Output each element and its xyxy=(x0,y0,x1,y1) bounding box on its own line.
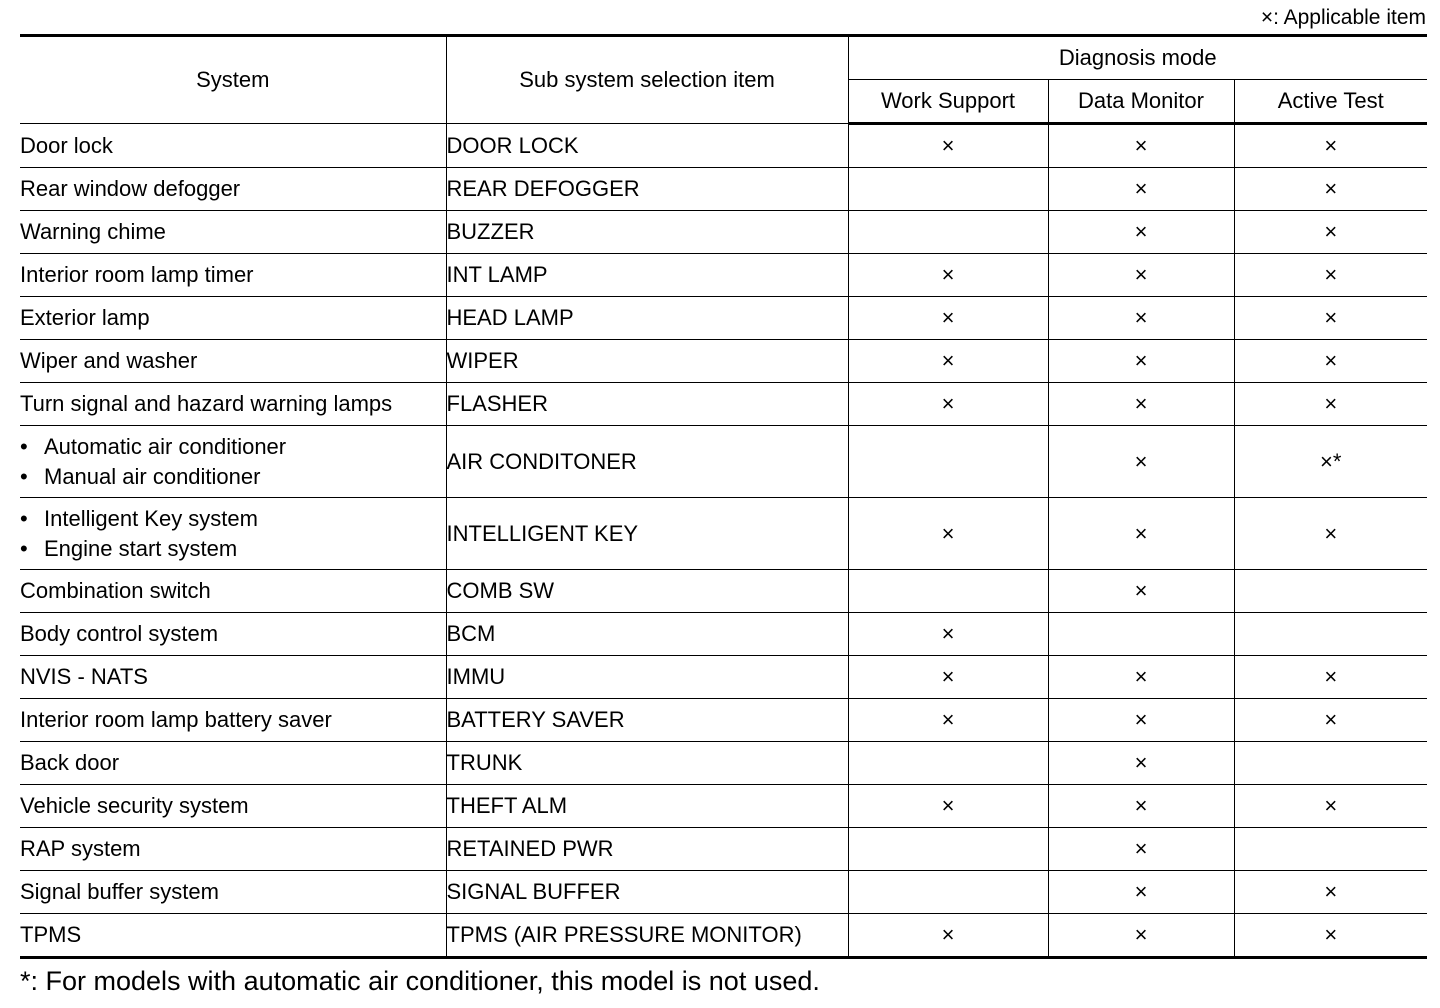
sub-system-cell: SIGNAL BUFFER xyxy=(446,871,848,914)
sub-system-cell: INTELLIGENT KEY xyxy=(446,498,848,570)
sub-system-cell: IMMU xyxy=(446,656,848,699)
data-monitor-mark: × xyxy=(1048,498,1234,570)
work-support-mark: × xyxy=(848,383,1048,426)
table-row xyxy=(20,254,1427,297)
system-cell: Warning chime xyxy=(20,211,446,254)
system-cell: Exterior lamp xyxy=(20,297,446,340)
sub-system-cell: BCM xyxy=(446,613,848,656)
system-cell: TPMS xyxy=(20,914,446,958)
active-test-mark: × xyxy=(1234,785,1427,828)
table-row xyxy=(20,656,1427,699)
system-cell xyxy=(20,426,446,498)
data-monitor-mark: × xyxy=(1048,168,1234,211)
work-support-mark xyxy=(848,570,1048,613)
work-support-mark: × xyxy=(848,699,1048,742)
work-support-mark: × xyxy=(848,254,1048,297)
system-bullet-item: • Intelligent Key system xyxy=(20,504,446,534)
active-test-mark: × xyxy=(1234,871,1427,914)
table-row xyxy=(20,168,1427,211)
header-active-test: Active Test xyxy=(1234,80,1427,124)
system-cell: Body control system xyxy=(20,613,446,656)
table-row xyxy=(20,742,1427,785)
data-monitor-mark: × xyxy=(1048,742,1234,785)
header-data-monitor: Data Monitor xyxy=(1048,80,1234,124)
header-system: System xyxy=(20,36,446,124)
data-monitor-mark: × xyxy=(1048,383,1234,426)
sub-system-cell: AIR CONDITONER xyxy=(446,426,848,498)
work-support-mark: × xyxy=(848,914,1048,958)
table-row xyxy=(20,426,1427,498)
data-monitor-mark: × xyxy=(1048,656,1234,699)
system-cell: Signal buffer system xyxy=(20,871,446,914)
sub-system-cell: DOOR LOCK xyxy=(446,124,848,168)
system-cell: Interior room lamp battery saver xyxy=(20,699,446,742)
data-monitor-mark: × xyxy=(1048,254,1234,297)
sub-system-cell: INT LAMP xyxy=(446,254,848,297)
work-support-mark xyxy=(848,871,1048,914)
data-monitor-mark: × xyxy=(1048,297,1234,340)
system-cell: Back door xyxy=(20,742,446,785)
data-monitor-mark: × xyxy=(1048,570,1234,613)
system-cell: NVIS - NATS xyxy=(20,656,446,699)
system-bullet-item: • Engine start system xyxy=(20,534,446,564)
sub-system-cell: RETAINED PWR xyxy=(446,828,848,871)
work-support-mark: × xyxy=(848,785,1048,828)
sub-system-cell: BATTERY SAVER xyxy=(446,699,848,742)
data-monitor-mark: × xyxy=(1048,124,1234,168)
sub-system-cell: REAR DEFOGGER xyxy=(446,168,848,211)
active-test-mark: × xyxy=(1234,383,1427,426)
table-row xyxy=(20,297,1427,340)
work-support-mark: × xyxy=(848,340,1048,383)
table-row xyxy=(20,828,1427,871)
header-work-support: Work Support xyxy=(848,80,1048,124)
legend-note: ×: Applicable item xyxy=(1260,6,1426,29)
system-cell: Wiper and washer xyxy=(20,340,446,383)
active-test-mark: × xyxy=(1234,124,1427,168)
active-test-mark xyxy=(1234,613,1427,656)
data-monitor-mark: × xyxy=(1048,785,1234,828)
active-test-mark: × xyxy=(1234,168,1427,211)
system-bullet-item: • Automatic air conditioner xyxy=(20,432,446,462)
sub-system-cell: TRUNK xyxy=(446,742,848,785)
work-support-mark: × xyxy=(848,124,1048,168)
work-support-mark xyxy=(848,742,1048,785)
work-support-mark xyxy=(848,168,1048,211)
system-cell: Vehicle security system xyxy=(20,785,446,828)
table-header xyxy=(20,36,1427,124)
work-support-mark xyxy=(848,426,1048,498)
data-monitor-mark: × xyxy=(1048,914,1234,958)
data-monitor-mark: × xyxy=(1048,426,1234,498)
table-row xyxy=(20,340,1427,383)
active-test-mark: × xyxy=(1234,498,1427,570)
active-test-mark: × xyxy=(1234,297,1427,340)
table-row xyxy=(20,498,1427,570)
system-cell: Door lock xyxy=(20,124,446,168)
system-cell: Rear window defogger xyxy=(20,168,446,211)
table-row xyxy=(20,914,1427,958)
data-monitor-mark: × xyxy=(1048,871,1234,914)
table-body xyxy=(20,124,1427,958)
active-test-mark: × xyxy=(1234,656,1427,699)
sub-system-cell: WIPER xyxy=(446,340,848,383)
table-row xyxy=(20,124,1427,168)
table-row xyxy=(20,871,1427,914)
work-support-mark xyxy=(848,211,1048,254)
sub-system-cell: TPMS (AIR PRESSURE MONITOR) xyxy=(446,914,848,958)
data-monitor-mark: × xyxy=(1048,211,1234,254)
system-cell: RAP system xyxy=(20,828,446,871)
system-cell: Turn signal and hazard warning lamps xyxy=(20,383,446,426)
table-row xyxy=(20,785,1427,828)
header-sub-system: Sub system selection item xyxy=(446,36,848,124)
table-row xyxy=(20,570,1427,613)
system-bullet-list xyxy=(20,504,446,564)
work-support-mark: × xyxy=(848,297,1048,340)
sub-system-cell: BUZZER xyxy=(446,211,848,254)
active-test-mark: ×* xyxy=(1234,426,1427,498)
work-support-mark: × xyxy=(848,656,1048,699)
system-cell: Interior room lamp timer xyxy=(20,254,446,297)
sub-system-cell: HEAD LAMP xyxy=(446,297,848,340)
sub-system-cell: FLASHER xyxy=(446,383,848,426)
sub-system-cell: THEFT ALM xyxy=(446,785,848,828)
data-monitor-mark: × xyxy=(1048,828,1234,871)
active-test-mark: × xyxy=(1234,914,1427,958)
work-support-mark: × xyxy=(848,613,1048,656)
active-test-mark xyxy=(1234,828,1427,871)
active-test-mark xyxy=(1234,570,1427,613)
data-monitor-mark: × xyxy=(1048,699,1234,742)
work-support-mark: × xyxy=(848,498,1048,570)
footnote: *: For models with automatic air conditioner, this model is not used. xyxy=(20,966,820,996)
header-diagnosis-mode: Diagnosis mode xyxy=(848,36,1427,80)
table-row xyxy=(20,613,1427,656)
work-support-mark xyxy=(848,828,1048,871)
system-bullet-item: • Manual air conditioner xyxy=(20,462,446,492)
active-test-mark: × xyxy=(1234,340,1427,383)
table-row xyxy=(20,383,1427,426)
active-test-mark: × xyxy=(1234,211,1427,254)
system-bullet-list xyxy=(20,432,446,492)
diagnosis-table xyxy=(20,34,1427,959)
active-test-mark: × xyxy=(1234,699,1427,742)
table-row xyxy=(20,211,1427,254)
sub-system-cell: COMB SW xyxy=(446,570,848,613)
data-monitor-mark: × xyxy=(1048,340,1234,383)
active-test-mark xyxy=(1234,742,1427,785)
system-cell xyxy=(20,498,446,570)
active-test-mark: × xyxy=(1234,254,1427,297)
system-cell: Combination switch xyxy=(20,570,446,613)
data-monitor-mark xyxy=(1048,613,1234,656)
table-row xyxy=(20,699,1427,742)
